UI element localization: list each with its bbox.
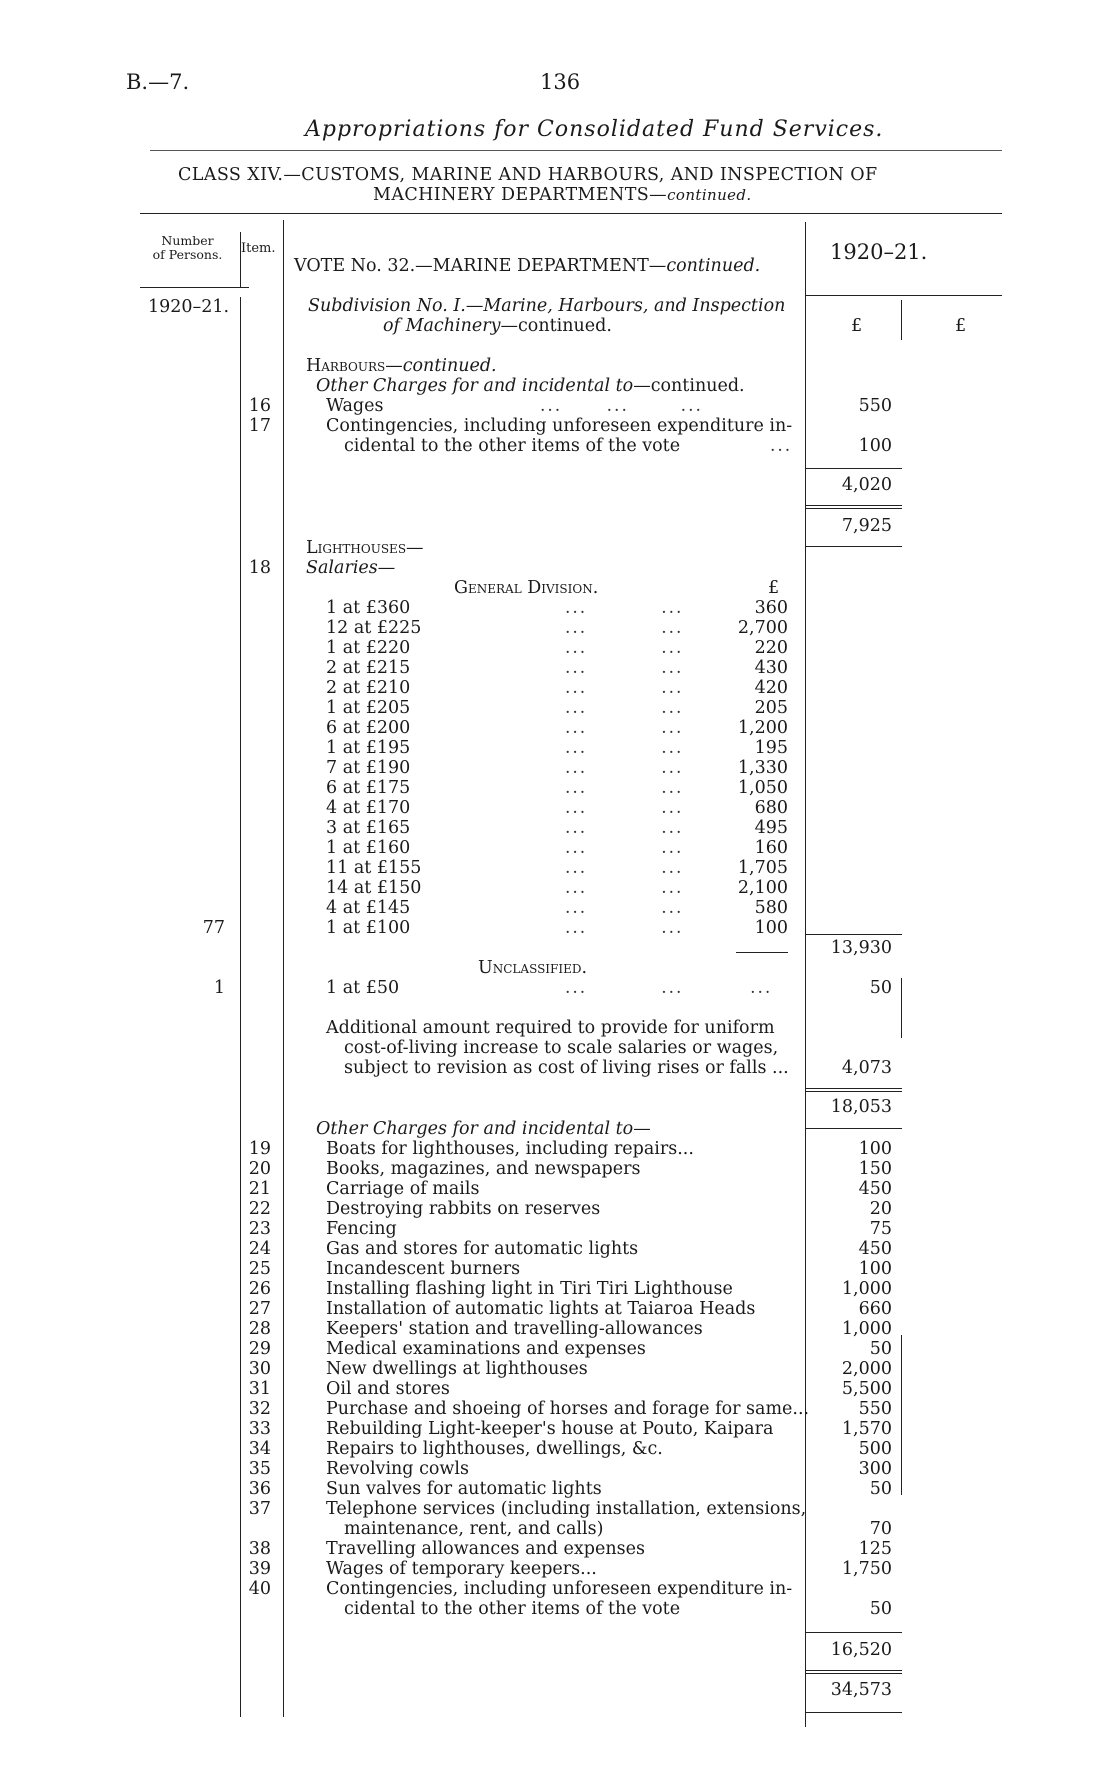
leader-dots: ... ... <box>565 638 684 658</box>
table-row-item: 21 <box>248 1179 271 1199</box>
leader-dots: ... <box>770 436 793 456</box>
leader-dots: ... ... <box>565 618 684 638</box>
additional-amount-line1: Additional amount required to provide for uniform <box>326 1018 775 1038</box>
class-heading-line2 <box>373 185 752 205</box>
persons-general-division: 77 <box>202 918 225 938</box>
table-row-amount: 660 <box>858 1299 892 1319</box>
leader-dots: ... ... <box>565 718 684 738</box>
vote-heading-main: VOTE No. 32.—MARINE DEPARTMENT— <box>294 256 667 276</box>
table-row-amount: 500 <box>858 1439 892 1459</box>
table-row-item: 20 <box>248 1159 271 1179</box>
table-row-desc: Medical examinations and expenses <box>326 1339 646 1359</box>
leader-dots: ... ... <box>565 878 684 898</box>
leader-dots: ... ... <box>565 778 684 798</box>
salary-grade: 1 at £220 <box>326 638 411 658</box>
leader-dots: ... ... <box>565 918 684 938</box>
table-row-desc-cont: maintenance, rent, and calls) <box>344 1519 604 1539</box>
salaries-total: 18,053 <box>830 1097 892 1117</box>
leader-dots: ... ... <box>565 758 684 778</box>
salary-grade: 6 at £175 <box>326 778 411 798</box>
lighthouses-salaries-item: 18 <box>248 558 271 578</box>
table-row-desc: Keepers' station and travelling-allowances <box>326 1319 703 1339</box>
table-row-desc: Installing flashing light in Tiri Tiri Lighthouse <box>326 1279 733 1299</box>
table-row-amount: 50 <box>869 1339 892 1359</box>
leader-dots: ... ... <box>565 818 684 838</box>
salary-amount: 195 <box>754 738 788 758</box>
table-row-amount: 450 <box>858 1239 892 1259</box>
table-row-desc: Oil and stores <box>326 1379 450 1399</box>
table-row-desc: New dwellings at lighthouses <box>326 1359 588 1379</box>
salary-amount: 495 <box>754 818 788 838</box>
table-row-amount: 1,750 <box>841 1559 892 1579</box>
salary-amount: 420 <box>754 678 788 698</box>
document-reference: B.—7. <box>126 70 190 94</box>
table-row-item: 39 <box>248 1559 271 1579</box>
table-row-item: 35 <box>248 1459 271 1479</box>
salary-grade: 4 at £170 <box>326 798 411 818</box>
table-row-desc: Gas and stores for automatic lights <box>326 1239 639 1259</box>
table-row-amount: 150 <box>858 1159 892 1179</box>
table-row-amount: 50 <box>869 1479 892 1499</box>
table-row-item: 34 <box>248 1439 271 1459</box>
additional-amount-line3: subject to revision as cost of living rises or falls ... <box>344 1058 789 1078</box>
table-row-item: 40 <box>248 1579 271 1599</box>
lighthouses-salaries-label: Salaries— <box>306 558 396 578</box>
table-row-amount: 300 <box>858 1459 892 1479</box>
harbours-other-charges-continued: continued. <box>650 376 745 396</box>
class-heading-continued: continued. <box>667 186 752 204</box>
salary-grade: 1 at £160 <box>326 838 411 858</box>
salary-grade: 1 at £360 <box>326 598 411 618</box>
table-row-amount: 450 <box>858 1179 892 1199</box>
leader-dots: ... ... <box>565 738 684 758</box>
leader-dots: ... ... <box>565 798 684 818</box>
table-row-item: 17 <box>248 416 271 436</box>
table-row-desc: Wages of temporary keepers... <box>326 1559 597 1579</box>
salary-grade: 6 at £200 <box>326 718 411 738</box>
table-row-item: 25 <box>248 1259 271 1279</box>
table-row-item: 36 <box>248 1479 271 1499</box>
table-row-item: 32 <box>248 1399 271 1419</box>
subdivision-line2-main: of Machinery— <box>383 316 518 336</box>
salary-amount: 580 <box>754 898 788 918</box>
table-row-amount: 1,000 <box>841 1279 892 1299</box>
salary-grade: 2 at £210 <box>326 678 411 698</box>
col-header-number: Number <box>161 233 214 248</box>
table-row-item: 33 <box>248 1419 271 1439</box>
salary-amount: 100 <box>754 918 788 938</box>
harbours-other-charges-text: Other Charges for and incidental to— <box>316 376 651 396</box>
page-number: 136 <box>540 70 581 94</box>
class-heading-line1: CLASS XIV.—CUSTOMS, MARINE AND HARBOURS, AND INSPECTION OF <box>178 165 878 185</box>
table-row-item: 16 <box>248 396 271 416</box>
table-row-item: 23 <box>248 1219 271 1239</box>
pound-sign-col1: £ <box>851 316 863 336</box>
table-row-item: 19 <box>248 1139 271 1159</box>
table-row-amount: 100 <box>858 436 892 456</box>
salary-amount: 1,330 <box>737 758 788 778</box>
subdivision-line2 <box>383 316 612 336</box>
table-row-amount: 20 <box>869 1199 892 1219</box>
table-row-item: 30 <box>248 1359 271 1379</box>
other-charges-total: 16,520 <box>830 1640 892 1660</box>
table-row-item: 22 <box>248 1199 271 1219</box>
subdivision-line1: Subdivision No. I.—Marine, Harbours, and Inspection <box>308 296 786 316</box>
table-row-item: 24 <box>248 1239 271 1259</box>
salary-grade: 1 at £100 <box>326 918 411 938</box>
table-row-desc: Destroying rabbits on reserves <box>326 1199 601 1219</box>
general-division-heading: General Division. <box>454 578 599 598</box>
unclassified-amount: 50 <box>869 978 892 998</box>
leader-dots: ... ... ... <box>540 396 703 416</box>
salary-amount: 430 <box>754 658 788 678</box>
unclassified-grade: 1 at £50 <box>326 978 400 998</box>
salary-amount: 220 <box>754 638 788 658</box>
pound-sign-col2: £ <box>955 316 967 336</box>
persons-unclassified: 1 <box>213 978 225 998</box>
col-header-number-persons <box>140 234 235 262</box>
table-row-amount: 550 <box>858 396 892 416</box>
salary-grade: 3 at £165 <box>326 818 411 838</box>
harbours-total: 7,925 <box>841 516 892 536</box>
unclassified-heading: Unclassified. <box>478 958 588 978</box>
table-row-amount: 50 <box>869 1599 892 1619</box>
table-row-desc-cont: cidental to the other items of the vote <box>344 1599 681 1619</box>
col-header-year: 1920–21. <box>830 240 928 264</box>
salary-amount: 680 <box>754 798 788 818</box>
table-row-item: 29 <box>248 1339 271 1359</box>
table-row-item: 28 <box>248 1319 271 1339</box>
salary-grade: 11 at £155 <box>326 858 422 878</box>
salary-grade: 2 at £215 <box>326 658 411 678</box>
table-row-desc: Installation of automatic lights at Taiaroa Heads <box>326 1299 756 1319</box>
salary-amount: 2,700 <box>737 618 788 638</box>
col-header-of-persons: of Persons. <box>152 247 223 262</box>
class-heading-line2-main: MACHINERY DEPARTMENTS— <box>373 185 668 205</box>
lighthouses-other-charges: Other Charges for and incidental to— <box>316 1119 651 1139</box>
table-row-desc: Books, magazines, and newspapers <box>326 1159 641 1179</box>
general-division-total: 13,930 <box>830 938 892 958</box>
grand-total: 34,573 <box>830 1680 892 1700</box>
page-title: Appropriations for Consolidated Fund Services. <box>305 117 884 142</box>
leader-dots: ... ... <box>565 898 684 918</box>
vote-heading <box>294 256 760 276</box>
table-row-item: 26 <box>248 1279 271 1299</box>
table-row-desc: Repairs to lighthouses, dwellings, &c. <box>326 1439 663 1459</box>
table-row-desc: Carriage of mails <box>326 1179 480 1199</box>
table-row-desc-cont: cidental to the other items of the vote <box>344 436 681 456</box>
table-row-amount: 125 <box>858 1539 892 1559</box>
table-row-amount: 100 <box>858 1139 892 1159</box>
salary-grade: 1 at £205 <box>326 698 411 718</box>
leader-dots: ... ... <box>565 678 684 698</box>
table-row-item: 37 <box>248 1499 271 1519</box>
harbours-subtotal: 4,020 <box>841 475 892 495</box>
salary-amount: 1,705 <box>737 858 788 878</box>
table-row-desc: Incandescent burners <box>326 1259 521 1279</box>
harbours-heading-text: Harbours— <box>306 356 403 376</box>
salary-amount: 1,200 <box>737 718 788 738</box>
salary-grade: 7 at £190 <box>326 758 411 778</box>
table-row-desc: Boats for lighthouses, including repairs... <box>326 1139 694 1159</box>
table-row-amount: 550 <box>858 1399 892 1419</box>
table-row-amount: 1,000 <box>841 1319 892 1339</box>
col-header-item: Item. <box>241 241 276 256</box>
harbours-heading <box>306 356 497 376</box>
additional-amount: 4,073 <box>841 1058 892 1078</box>
table-row-desc: Telephone services (including installation, extensions, <box>326 1499 807 1519</box>
salary-grade: 14 at £150 <box>326 878 422 898</box>
subdivision-continued: continued. <box>517 316 612 336</box>
table-row-amount: 70 <box>869 1519 892 1539</box>
harbours-other-charges <box>316 376 745 396</box>
harbours-heading-continued: continued. <box>402 356 497 376</box>
leader-dots: ... ... <box>565 598 684 618</box>
table-row-desc: Fencing <box>326 1219 397 1239</box>
general-division-pound: £ <box>768 578 780 598</box>
table-row-item: 38 <box>248 1539 271 1559</box>
table-row-amount: 75 <box>869 1219 892 1239</box>
table-row-amount: 100 <box>858 1259 892 1279</box>
table-row-desc: Travelling allowances and expenses <box>326 1539 645 1559</box>
table-row-desc: Purchase and shoeing of horses and forage for same... <box>326 1399 810 1419</box>
table-row-desc: Sun valves for automatic lights <box>326 1479 602 1499</box>
salary-amount: 360 <box>754 598 788 618</box>
salary-grade: 1 at £195 <box>326 738 411 758</box>
salary-amount: 1,050 <box>737 778 788 798</box>
table-row-desc: Rebuilding Light-keeper's house at Pouto, Kaipara <box>326 1419 774 1439</box>
table-row-desc: Contingencies, including unforeseen expenditure in- <box>326 416 793 436</box>
persons-year-label: 1920–21. <box>148 297 230 317</box>
table-row-amount: 5,500 <box>841 1379 892 1399</box>
lighthouses-heading: Lighthouses— <box>306 538 424 558</box>
salary-amount: 2,100 <box>737 878 788 898</box>
leader-dots: ... ... ... <box>565 978 773 998</box>
table-row-desc: Revolving cowls <box>326 1459 469 1479</box>
leader-dots: ... ... <box>565 858 684 878</box>
leader-dots: ... ... <box>565 838 684 858</box>
table-row-amount: 1,570 <box>841 1419 892 1439</box>
leader-dots: ... ... <box>565 658 684 678</box>
leader-dots: ... ... <box>565 698 684 718</box>
table-row-amount: 2,000 <box>841 1359 892 1379</box>
table-row-item: 31 <box>248 1379 271 1399</box>
vote-heading-continued: continued. <box>666 256 761 276</box>
salary-amount: 160 <box>754 838 788 858</box>
salary-grade: 4 at £145 <box>326 898 411 918</box>
table-row-item: 27 <box>248 1299 271 1319</box>
additional-amount-line2: cost-of-living increase to scale salaries or wages, <box>344 1038 779 1058</box>
salary-amount: 205 <box>754 698 788 718</box>
table-row-desc: Wages <box>326 396 384 416</box>
salary-grade: 12 at £225 <box>326 618 422 638</box>
table-row-desc: Contingencies, including unforeseen expenditure in- <box>326 1579 793 1599</box>
